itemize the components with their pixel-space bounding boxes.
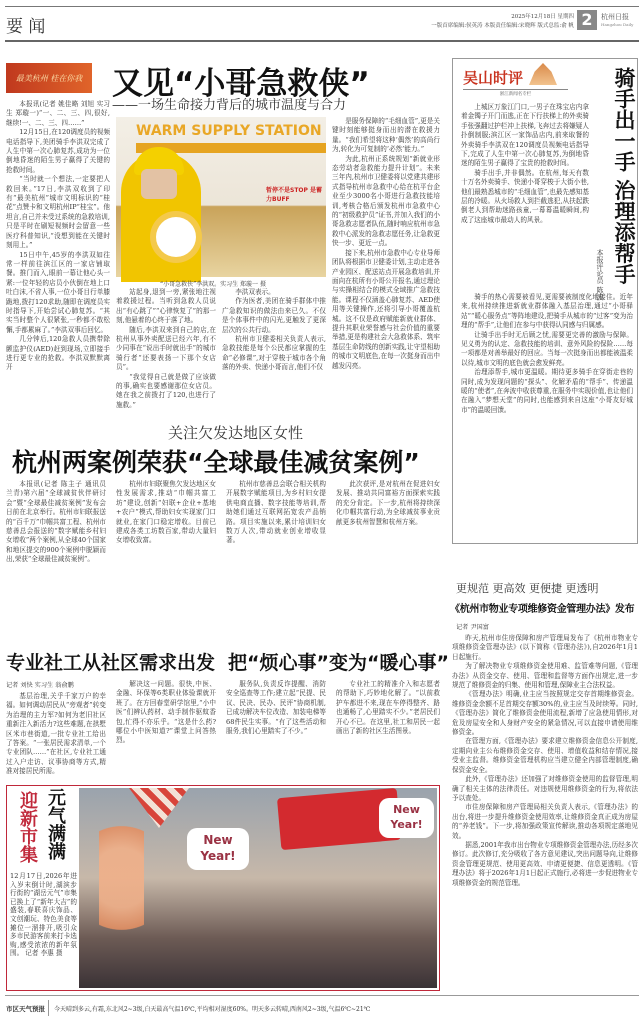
property-byline: 记者 尹国富 [456,624,489,631]
commentary-logo: 吴山时评 [463,69,524,87]
paragraph: 骑手出手,并非偶然。在杭州,每天有数十万名外卖骑手、快递小哥穿梭于大街小巷,他们最熟悉城市的“毛细血管”,也最先感知基层的冷暖。从火场救人到拦截逃犯,从扶起跌倒老人到帮助迷路孩童,一幕幕温暖瞬间,构成了这座城市最动人的风景。 [461,168,589,224]
paragraph: 15日中午,45岁的李洪双如往常一样前往滨江区的一家店铺取餐。推门而入,眼前一幕让他心头一紧:一位年轻的店员小伙倒在地上口吐白沫,不省人事,一位小哥目行单膝跪地,拨打120求助,随即在调度员实时指导下,开始尝试心肺复苏。“其实当时整个人很紧张,一秒都不敢松懈,手都累麻了。”李洪双事后回忆。 [6,250,110,334]
poverty-title: 杭州两案例荣获“全球最佳减贫案例” [12,448,420,477]
social-byline: 记者 刘快 实习生 翁俞鹏 [6,682,74,689]
poverty-column [226,480,326,636]
paragraph: 为了解决物业专项维修资金使用难、监管难等问题,《管理办法》从资金交存、使用、管理和监督等方面作出规定,进一步规范了维修资金的归集、使用和管理,保障业主合法权益。 [452,662,638,690]
paragraph: 市住房保障和房产管理局相关负责人表示,《管理办法》的出台,将进一步提升维修资金使用效率,让维修资金真正成为房屋的“养老钱”。下一步,将加强政策宣传解读,推动各项规定落地见效。 [452,803,638,840]
paragraph: 是服务保障的“毛细血管”,更是关键时刻能够挺身而出的潜在救援力量。“我们希望将这种‘偶然’的高尚行为,转化为可复制的‘必然’能力。” [332,117,440,154]
paragraph: 随后,李洪双来到自己的店,在杭州从事外卖配送已经六年,有不少同事在“说出手时就出手”的城市骑行者“还要表扬一下那个女店员”。 [116,325,216,372]
worry-column [336,680,440,780]
paragraph: 昨天,杭州市住房保障和房产管理局发布了《杭州市物业专项维修资金管理办法》(以下简称《管理办法》),自2026年1月1日起施行。 [452,634,638,661]
social-column [116,680,216,780]
property-title: 《杭州市物业专项维修资金管理办法》发布 [450,604,635,615]
paragraph: 治理添帮手,城市更温暖。期待更多骑手在穿街走巷的同时,成为发现问题的“探头”、化解矛盾的“帮手”、传递温暖的“使者”,在奔波中收获尊重,在服务中实现价值,也让他们在融入“梦想天堂”的同时,也能感到来自这座“小哥友好城市”的温暖回馈。 [461,368,633,414]
paragraph: 在管理方面,《管理办法》要求建立维修资金信息公开制度,定期向业主公布维修资金交存、使用、增值收益和结存情况,接受业主监督。维修资金管理机构应当建立健全内部管理制度,确保资金安全。 [452,737,638,774]
paragraph: 几分钟后,120急救人员携带除颤监护仪(AED)赶到现场,立即接手进行更专业的抢救。李洪双默默离开 [6,335,110,372]
market-text [10,872,77,958]
page-number: 2 [577,10,597,30]
lead-column-1 [6,100,110,388]
poverty-column [336,480,440,636]
market-photo [79,788,437,988]
paragraph: 本报讯(记者 陈主子 通讯员 兰青)第六届“全球减贫伙伴研讨会”暨“全球最佳减贫案例”发布会日前在北京举行。杭州市妇联报送的“百千万”巾帼共富工程、杭州市慈善总会报送的“数字赋能乡村妇女增收”两个案例,从全球40个国家和地区提交的900个案例中脱颖而出,荣获“全球最佳减贫案例”。 [6,480,106,564]
social-title: 专业社工从社区需求出发 [6,652,216,674]
paragraph: 站起身,退到一旁,紧张地注视着救援过程。当听到急救人员说出“有心跳了”“心律恢复了”的那一刻,他悬着的心终于落了地。 [116,288,216,325]
paragraph: 杭州市妇联聚焦欠发达地区女性发展需求,推动“巾帼共富工坊”建设,创新“妇联+企业+基地+农户”模式,帮助妇女实现家门口就业,在家门口稳定增收。目前已建成各类工坊数百家,带动大量妇女增收致富。 [116,480,216,545]
photo-credit: 记者 李惠 摄 [25,949,63,958]
paragraph: 本报讯(记者 姚佳略 刘旭 实习生 郑璇一)“一、二、三、四,很好,继续!一、二、三、四……” [6,100,110,127]
photo-sign: WARM SUPPLY STATION [136,123,322,139]
new-year-sign: New Year! [379,798,434,838]
market-text-body: 12月17日,2026年进入岁末倒计时,湖滨步行街的“湖岳元气”市集已换上了“新年大吉”的盛装,春联喜庆饰品、文创潮玩、特色美食等摊位一溜排开,吸引众多市民游客前来打卡选购,感受浓浓的新年氛围。 [10,872,77,958]
lead-title: 又见“小哥急救侠” [112,66,370,102]
paragraph: 骑手的热心需要被看见,更需要被制度化地接住。近年来,杭州持续推进新就业群体融入基层治理,通过“小哥驿站”“暖心服务点”等阵地建设,把骑手从城市的“过客”变为治理的“帮手”,让他们在参与中获得认同感与归属感。 [461,293,633,330]
paper-name-en: Hangzhou Daily [601,22,634,27]
lantern-decoration [99,808,144,948]
photo-sign-2: 暂停不是STOP 是蓄力BUFF [266,187,323,203]
worry-column [226,680,326,780]
new-year-sign: New Year! [187,828,249,870]
issue-date: 2025年12月18日 星期四 [511,14,574,20]
commentary-body-bottom [461,293,633,539]
paragraph: 《管理办法》明确,业主应当按照规定交存首期维修资金。维修资金余额不足首期交存额30%的,业主应当及时续筹。同时,《管理办法》简化了维修资金使用流程,新增了应急使用情形,对危及房屋安全和人身财产安全的紧急情况,可以直接申请使用维修资金。 [452,690,638,737]
paragraph: 杭州市慈善总会联合相关机构开展数字赋能项目,为乡村妇女提供电商直播、数字技能等培训,帮助她们通过互联网拓宽农产品销路。项目实施以来,累计培训妇女数万人次,带动就业创业增收显著。 [226,480,326,545]
poverty-kicker: 关注欠发达地区女性 [168,424,304,442]
paragraph: 作为医者,美团在骑手群体中推广急救知识的做法由来已久。不仅是个体事件中的闪光,更触发了更深层次的公共行动。 [222,297,326,334]
face [141,169,177,199]
lead-column-4 [332,117,440,388]
section-title: 要 闻 [6,17,46,37]
paragraph: “当时就一个想法,一定要把人救回来。”17日,李洪双收到了印有“最美杭州”城市文明标识的“桂花”点赞卡和文明杭州IP“桂宝”。他坦言,自己并未受过系统的急救培训,只是平时在刷短视频时会留意一些医疗科普知识,“没想到能在关键时刻用上。” [6,175,110,250]
paragraph: 李洪双表示。 [235,288,275,296]
commentary-author: 本报评论员 陈波 [596,249,604,301]
lead-column-2 [116,288,216,409]
paragraph: 服务队,负责反诈提醒、消防安全巡查等工作;建立起“民提、民议、民决、民办、民评”协商机制,已成功解决车位改造、加装电梯等68件民生实事。“有了这些活动和服务,我们心里踏实了不少。” [226,680,326,736]
mascot-doll [156,217,196,257]
paragraph: 杭州市卫健委相关负责人表示,急救技能是每个公民都应掌握的生命“必修课”,对于穿梭于城市各个角落的外卖、快递小哥而言,他们不仅 [222,335,326,372]
paragraph: 此外,《管理办法》还加强了对维修资金使用的监督管理,明确了相关主体的法律责任。对违规使用维修资金的行为,将依法予以查处。 [452,775,638,802]
paragraph: 接下来,杭州市急救中心专业导师团队将根据市卫健委计划,主动走进各产业园区、配送站点开展急救培训,并面向在杭所有小哥公开报名,通过理论与实操相结合的模式全域推广急救技能。课程不仅涵盖心肺复苏、AED使用等关键操作,还将引导小哥覆盖杭城。这不仅是政府赋能新就业群体、提升其职业荣誉感与社会价值的重要举措,更是构建社会大急救体系、筑牢基层生命防线的创新实践,让守望相助的城市文明底色,在每一次挺身而出中越发闪亮。 [332,248,440,370]
paper-name: 杭州日报 [601,13,629,21]
paragraph: 解决这一问题。很快,中医、金融、环保等6类职业体验课就开班了。在方回春堂研学馆里,“小中医”们辨认药材、动手制作驱蚊香包,忙得不亦乐乎。“这是什么药?哪位小中医知道?”课堂上问答热烈。 [116,680,216,745]
poverty-column [116,480,216,636]
editors-line: 一版首席编辑:侯英涛 本版责任编辑:宋晓辉 版式总监:俞 帆 [431,23,574,29]
paragraph: 基层治理,关乎千家万户的幸福。如何调动居民从“旁观者”转变为治理的主力军?如何为老旧社区重新注入新活力?这些难题,在拱墅区米市巷街道,一批专业社工给出了答案。“一张居民需求清单,一个专业团队……”在社区,专业社工通过入户走访、议事协商等方式,精准对接居民所需。 [6,692,106,776]
lead-subtitle: ——一场生命接力背后的城市温度与合力 [112,98,347,113]
commentary-box [452,58,638,544]
paragraph: 让骑手出手时无后顾之忧,需要更完善的激励与保障。见义勇为的认定、急救技能的培训、意外风险的保险……每一项都是对善举最好的回应。当每一次挺身而出都能被温柔以待,城市文明的底色就会愈发鲜亮。 [461,330,633,367]
paragraph: 此次获评,是对杭州在促进妇女发展、推动共同富裕方面探索实践的充分肯定。下一步,杭州将持续深化巾帼共富行动,为全球减贫事业贡献更多杭州智慧和杭州方案。 [336,480,440,526]
property-kicker: 更规范 更高效 更便捷 更透明 [456,582,599,595]
paragraph: 12月15日,在120调度员的视频电话指导下,美团骑手李洪双完成了人生中第一次心肺复苏,成功为一位倒地昏迷的陌生男子赢得了关键的抢救时间。 [6,128,110,174]
market-title-black: 元气满满 [45,788,66,860]
market-title-red: 迎新市集 [17,791,38,863]
pagoda-icon [529,63,557,85]
property-body [452,634,638,990]
banner-label: 最美杭州 桂在你我 [15,73,83,83]
poverty-column [6,480,106,636]
paragraph: 专业社工的精准介入和志愿者的帮助下,巧妙地化解了。“以前救护车都进不来,现在车停得整齐、路也通畅了,心里踏实不少。”老居民们开心不已。在这里,社工和居民一起画出了新的社区生活图景。 [336,680,440,736]
social-column [6,692,106,780]
commentary-title: 骑手出一手 治理添帮手 [612,67,636,285]
worry-title: 把“烦心事”变为“暖心事” [228,652,449,674]
paragraph: 为此,杭州正系统规划“新就业形态劳动者急救能力提升计划”。未来三年内,杭州市卫健委将以党建共建形式指导杭州市急救中心给在杭平台企业至少3000名小哥进行急救技能培训,考核合格后颁发杭州市急救中心的“初级救护员”证书,并加入我们的小哥急救志愿者队伍,随时响应杭州市急救中心派发的急救志愿任务,让急救更快一步、更近一点。 [332,154,440,248]
paragraph: “我觉得自己就是做了应该做的事,确实也要感谢那位女店员。她在我之前拨打了120,也进行了施救。” [116,372,216,409]
paragraph: 据悉,2001年我市出台物业专项维修资金管理办法,历经多次修订。此次修订,充分吸收了各方意见建议,突出问题导向,让维修资金管理更规范、使用更高效、申请更便捷、信息更透明。《管理办法》将于2026年1月1日起正式施行,必将进一步促进物业专项维修资金的规范管理。 [452,840,638,887]
lead-photo [116,117,326,277]
photo-caption: “小哥急救侠”李洪双。实习生 郑璇一 摄 [160,281,266,288]
lead-column-3 [222,288,326,388]
commentary-logo-sub: 浙江新闻名专栏 [463,89,568,97]
commentary-body-top [461,103,589,291]
market-box [6,785,440,991]
weather-label: 市区天气预报 [6,1005,45,1013]
banner [6,63,92,93]
weather-forecast: 今天晴到多云,有霜,东北风2~3级,白天最高气温16℃,平均相对湿度60%。明天多云转晴,西南风2~3级,气温6℃~21℃ [54,1006,371,1013]
paragraph: 上城区万象江门口,一男子在珠宝店内拿着金镯子开门而逃,正在下行扶梯上的外卖骑手张强翻过护栏冲上扶梯,飞奔过去将嫌疑人扑倒制服;滨江区一家饰品店内,前来取餐的外卖骑手李洪双在120调度员视频电话指导下,完成了人生中第一次心肺复苏,为倒地昏迷的陌生男子赢得了宝贵的抢救时间。 [461,103,589,168]
